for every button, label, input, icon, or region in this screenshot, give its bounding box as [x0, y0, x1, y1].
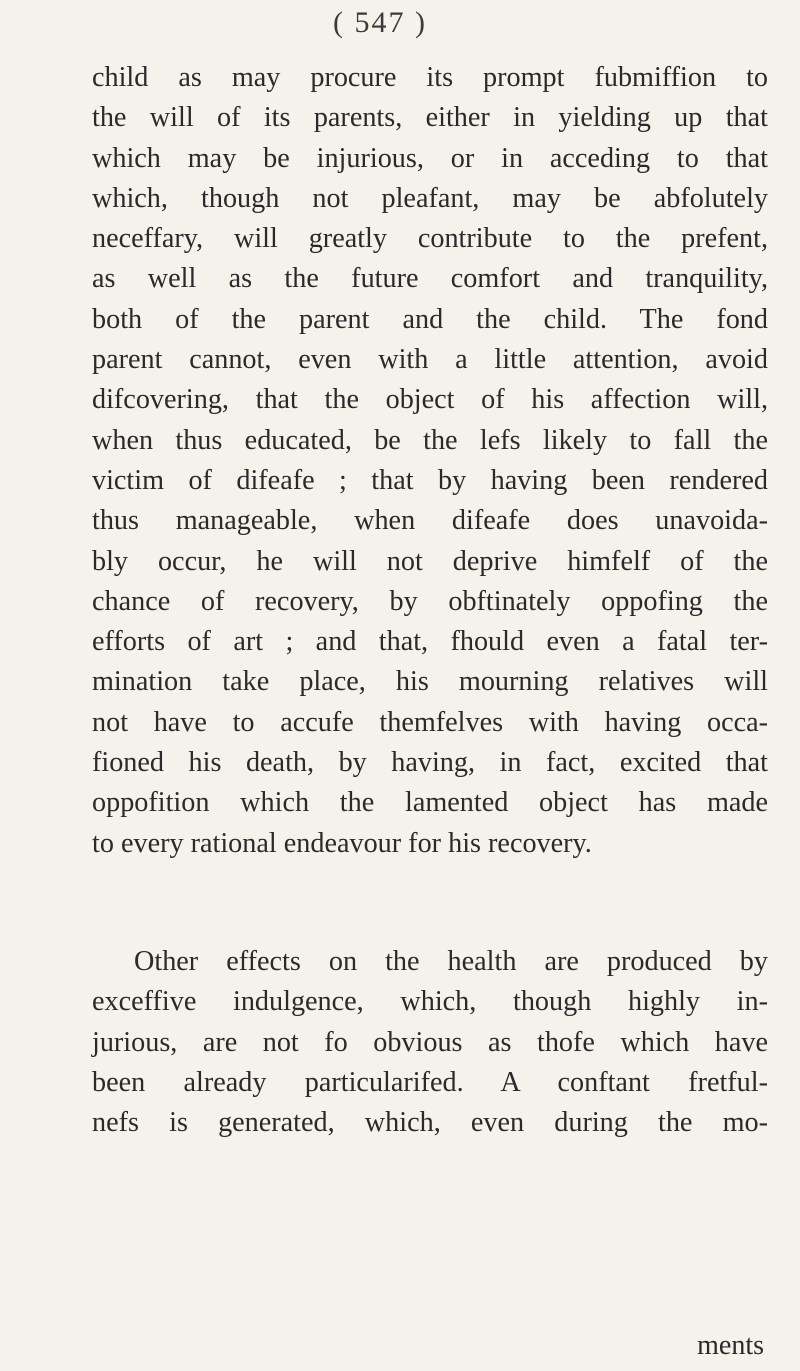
text-line: the will of its parents, either in yielding up that: [92, 102, 768, 134]
paragraph-2: [92, 942, 768, 1143]
text-line: oppofition which the lamented object has made: [92, 787, 768, 819]
text-line: child as may procure its prompt fubmiffion to: [92, 62, 768, 93]
text-line: to every rational endeavour for his recovery.: [92, 827, 592, 859]
text-line: bly occur, he will not deprive himfelf of the: [92, 545, 768, 577]
text-line: Other effects on the health are produced by: [134, 946, 768, 977]
catchword: ments: [697, 1330, 764, 1361]
text-line: mination take place, his mourning relatives will: [92, 666, 768, 698]
text-line: jurious, are not fo obvious as thofe which have: [92, 1026, 768, 1058]
text-line: been already particularifed. A conftant fretful-: [92, 1066, 768, 1098]
paragraph-1: [92, 58, 768, 864]
text-line: as well as the future comfort and tranquility,: [92, 263, 768, 295]
text-line: exceffive indulgence, which, though highly in-: [92, 986, 768, 1018]
text-line: fioned his death, by having, in fact, excited that: [92, 747, 768, 779]
text-line: not have to accufe themfelves with having occa-: [92, 706, 768, 738]
text-line: efforts of art ; and that, fhould even a fatal ter-: [92, 626, 768, 658]
text-line: which may be injurious, or in acceding to that: [92, 142, 768, 174]
text-line: thus manageable, when difeafe does unavoida-: [92, 505, 768, 537]
text-line: which, though not pleafant, may be abfolutely: [92, 182, 768, 214]
text-line: chance of recovery, by obftinately oppofing the: [92, 585, 768, 617]
text-line: both of the parent and the child. The fond: [92, 303, 768, 335]
text-line: parent cannot, even with a little attention, avoid: [92, 344, 768, 376]
text-line: when thus educated, be the lefs likely to fall the: [92, 424, 768, 456]
text-line: neceffary, will greatly contribute to the prefent,: [92, 223, 768, 255]
text-line: nefs is generated, which, even during the mo-: [92, 1107, 768, 1139]
text-line: difcovering, that the object of his affection will,: [92, 384, 768, 416]
text-line: victim of difeafe ; that by having been rendered: [92, 464, 768, 496]
page-number: ( 547 ): [333, 6, 427, 39]
